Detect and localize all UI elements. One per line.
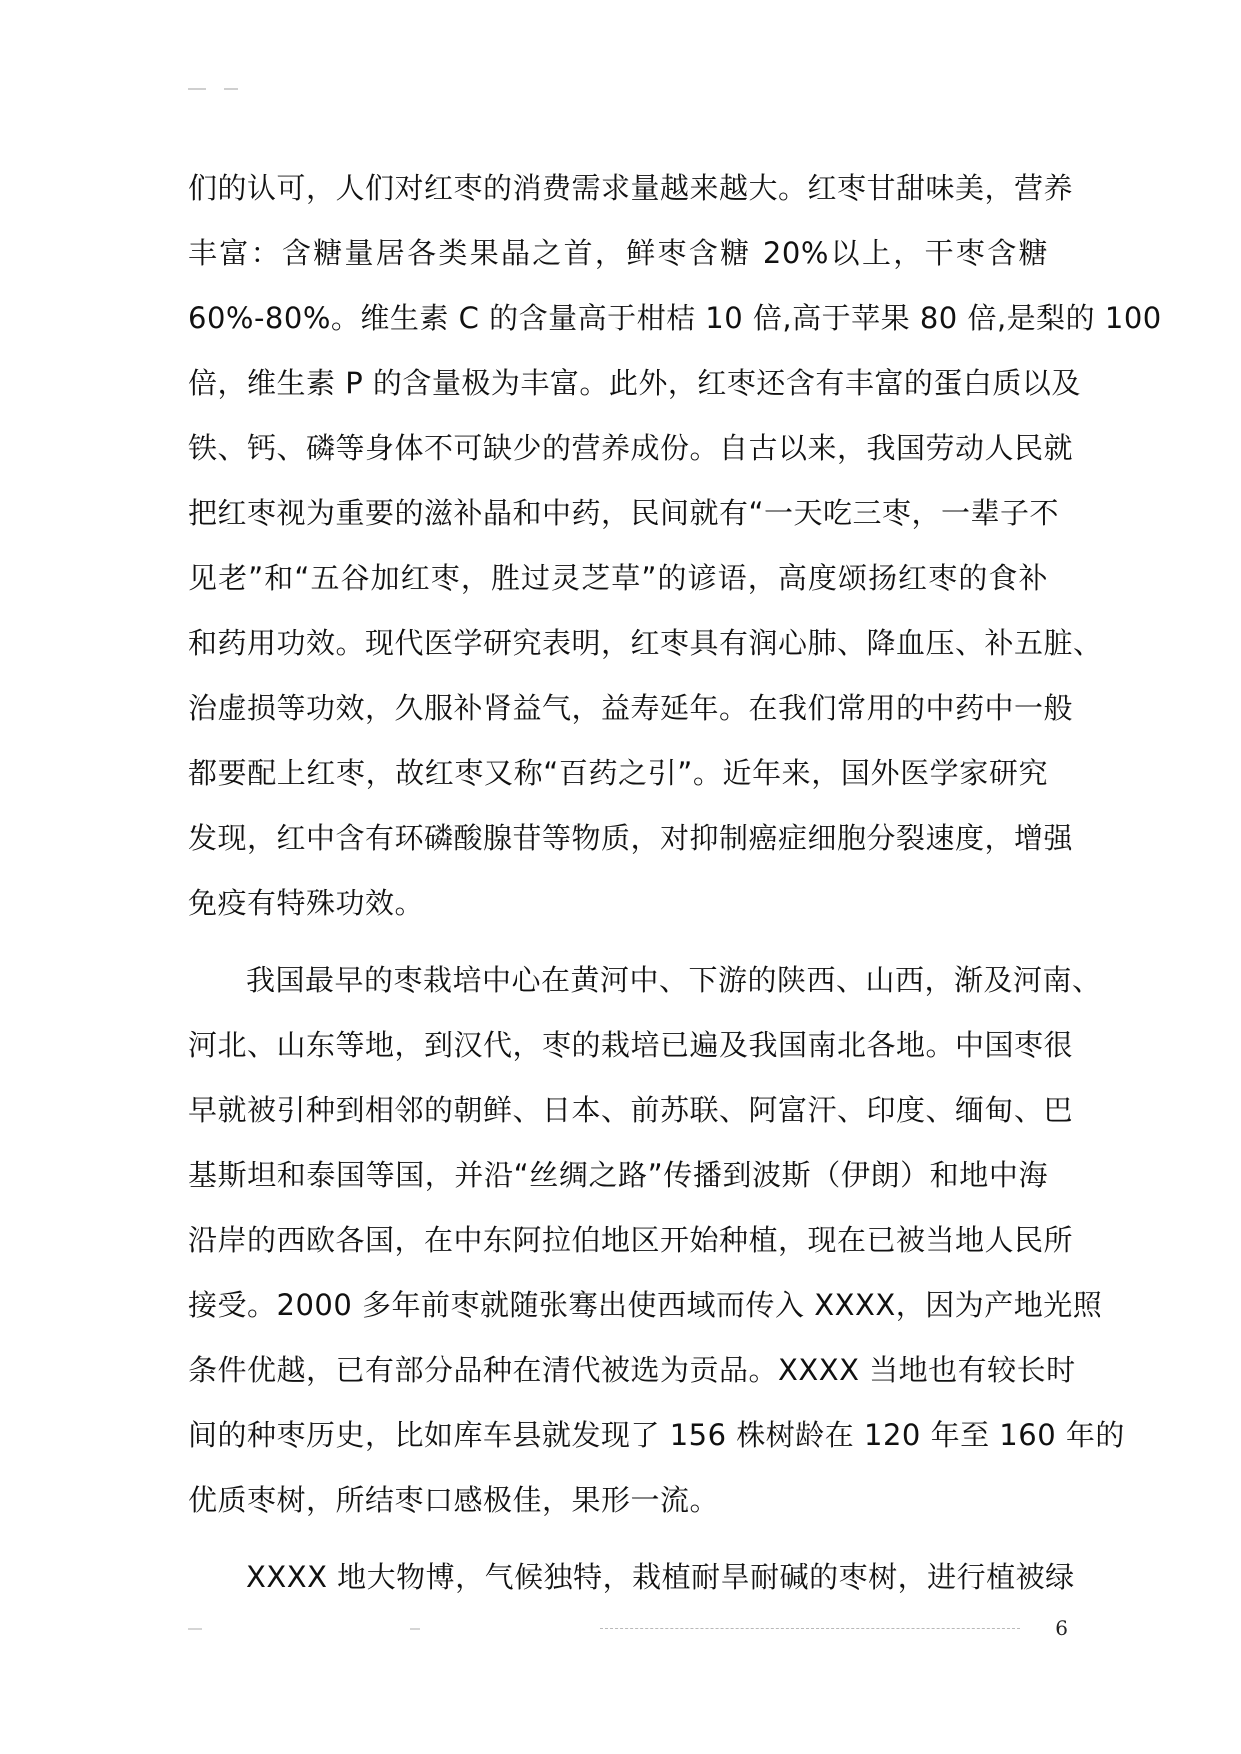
paragraph-gap [188, 1533, 1048, 1545]
text-line: 河北、山东等地，到汉代，枣的栽培已遍及我国南北各地。中国枣很 [188, 1028, 1074, 1062]
text-line: 铁、钙、磷等身体不可缺少的营养成份。自古以来，我国劳动人民就 [188, 431, 1074, 465]
paragraph-3 [188, 1545, 1075, 1610]
text-line: 优质枣树，所结枣口感极佳，果形一流。 [188, 1483, 720, 1517]
text-line: 接受。2000 多年前枣就随张骞出使西域而传入 XXXX，因为产地光照 [188, 1288, 1103, 1322]
text-line: 沿岸的西欧各国，在中东阿拉伯地区开始种植，现在已被当地人民所 [188, 1223, 1074, 1257]
paragraph-gap [188, 936, 1048, 948]
text-line: 治虚损等功效，久服补肾益气，益寿延年。在我们常用的中药中一般 [188, 691, 1074, 725]
text-line: 丰富：含糖量居各类果晶之首，鲜枣含糖 20%以上，干枣含糖 [188, 236, 1048, 270]
text-line: 间的种枣历史，比如库车县就发现了 156 株树龄在 120 年至 160 年的 [188, 1418, 1125, 1452]
text-line: 倍，维生素 P 的含量极为丰富。此外，红枣还含有丰富的蛋白质以及 [188, 366, 1081, 400]
text-line: 条件优越，已有部分品种在清代被选为贡品。XXXX 当地也有较长时 [188, 1353, 1076, 1387]
header-marks [188, 88, 268, 102]
text-line: 我国最早的枣栽培中心在黄河中、下游的陕西、山西，渐及河南、 [246, 963, 1102, 997]
footer-mark [410, 1628, 420, 1630]
paragraph-2 [188, 948, 1125, 1533]
text-line: 见老”和“五谷加红枣，胜过灵芝草”的谚语，高度颂扬红枣的食补 [188, 561, 1048, 595]
text-line: 都要配上红枣，故红枣又称“百药之引”。近年来，国外医学家研究 [188, 756, 1048, 790]
text-line: 发现，红中含有环磷酸腺苷等物质，对抑制癌症细胞分裂速度，增强 [188, 821, 1074, 855]
footer-rule [600, 1628, 1020, 1629]
header-mark [224, 88, 238, 90]
text-line: 60%-80%。维生素 C 的含量高于柑桔 10 倍,高于苹果 80 倍,是梨的 100 [188, 301, 1162, 335]
page-number: 6 [1055, 1616, 1068, 1640]
paragraph-1 [188, 156, 1162, 936]
text-line: 们的认可，人们对红枣的消费需求量越来越大。红枣甘甜味美，营养 [188, 171, 1074, 205]
text-line: 和药用功效。现代医学研究表明，红枣具有润心肺、降血压、补五脏、 [188, 626, 1103, 660]
header-mark [188, 88, 206, 90]
body-text [188, 156, 1162, 1610]
footer-mark [188, 1628, 202, 1630]
page-footer [188, 1616, 1068, 1640]
text-line: 免疫有特殊功效。 [188, 886, 425, 920]
text-line: 早就被引种到相邻的朝鲜、日本、前苏联、阿富汗、印度、缅甸、巴 [188, 1093, 1074, 1127]
text-line: 基斯坦和泰国等国，并沿“丝绸之路”传播到波斯（伊朗）和地中海 [188, 1158, 1048, 1192]
text-line: XXXX 地大物博，气候独特，栽植耐旱耐碱的枣树，进行植被绿 [246, 1560, 1075, 1594]
text-line: 把红枣视为重要的滋补晶和中药，民间就有“一天吃三枣，一辈子不 [188, 496, 1060, 530]
